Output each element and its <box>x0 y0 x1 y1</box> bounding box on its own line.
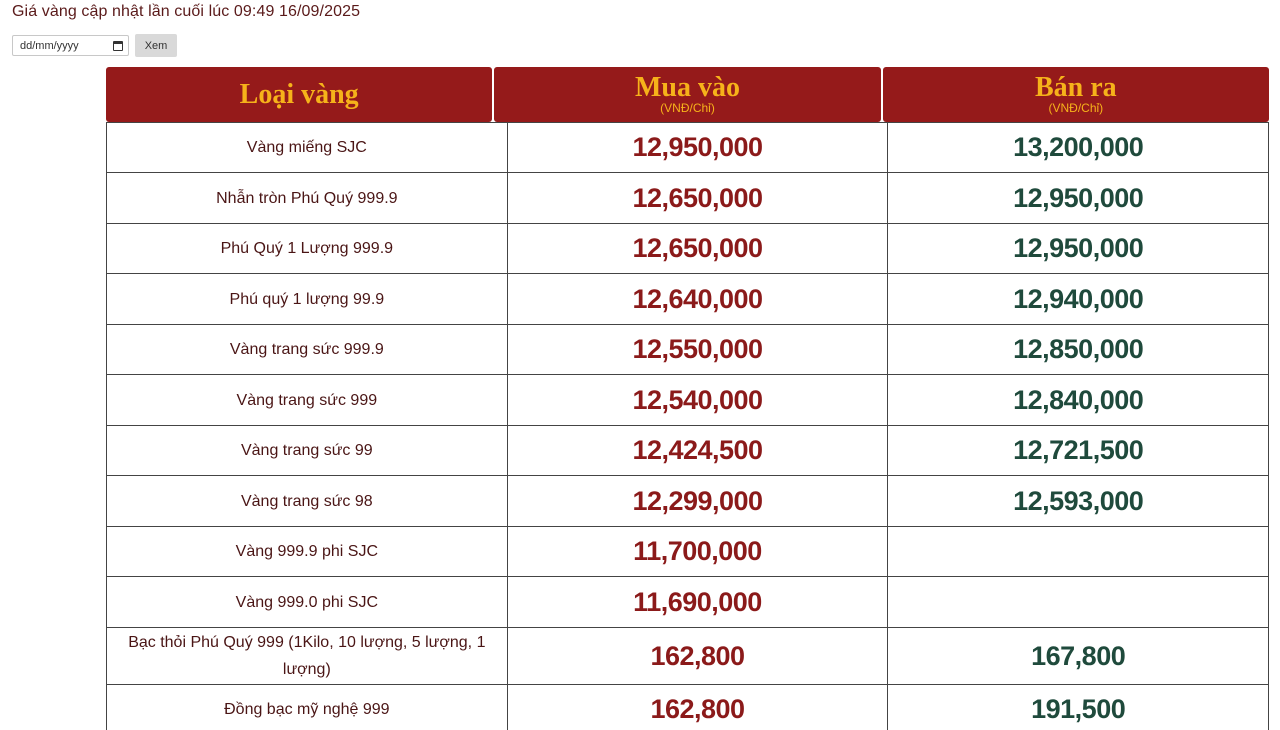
buy-price-cell: 12,550,000 <box>507 325 888 374</box>
buy-price-cell: 12,950,000 <box>507 123 888 172</box>
sell-price-cell: 167,800 <box>887 628 1268 684</box>
buy-price-cell: 11,690,000 <box>507 577 888 627</box>
sell-price-cell: 12,950,000 <box>887 173 1268 223</box>
buy-price-cell: 12,650,000 <box>507 173 888 223</box>
gold-price-table <box>106 67 1269 730</box>
last-updated-text: Giá vàng cập nhật lần cuối lúc 09:49 16/09/2025 <box>12 3 361 20</box>
header-type-label: Loại vàng <box>239 78 359 110</box>
buy-price-cell: 11,700,000 <box>507 527 888 576</box>
buy-price-cell: 12,424,500 <box>507 426 888 475</box>
table-row <box>107 274 1268 325</box>
header-sell <box>883 67 1269 122</box>
date-input[interactable] <box>12 35 129 56</box>
table-header <box>106 67 1269 122</box>
header-buy-label: Mua vào <box>634 72 740 103</box>
gold-type-cell: Vàng trang sức 98 <box>240 492 373 510</box>
gold-type-cell: Nhẫn tròn Phú Quý 999.9 <box>216 189 398 207</box>
buy-price-cell: 12,299,000 <box>507 476 888 526</box>
header-buy-unit: (VNĐ/Chỉ) <box>660 101 715 115</box>
table-row <box>107 375 1268 426</box>
gold-type-cell: Bạc thỏi Phú Quý 999 (1Kilo, 10 lượng, 5 lượng, 1 lượng) <box>128 634 486 678</box>
table-row <box>107 685 1268 730</box>
table-row <box>107 224 1268 274</box>
header-type <box>106 67 492 122</box>
gold-type-cell: Vàng trang sức 99 <box>240 442 373 459</box>
sell-price-cell: 12,721,500 <box>887 426 1268 475</box>
table-row <box>107 577 1268 628</box>
sell-price-cell <box>887 577 1268 627</box>
view-button[interactable]: Xem <box>135 34 177 57</box>
gold-type-cell: Phú quý 1 lượng 99.9 <box>229 290 385 308</box>
buy-price-cell: 162,800 <box>507 628 888 684</box>
buy-price-cell: 12,540,000 <box>507 375 888 425</box>
sell-price-cell: 12,950,000 <box>887 224 1268 273</box>
gold-type-cell: Đồng bạc mỹ nghệ 999 <box>224 701 390 718</box>
table-row <box>107 628 1268 685</box>
gold-type-cell: Vàng trang sức 999 <box>236 391 378 409</box>
gold-type-cell: Vàng miếng SJC <box>246 139 367 156</box>
table-row <box>107 173 1268 224</box>
table-body <box>106 122 1269 730</box>
buy-price-cell: 162,800 <box>507 685 888 730</box>
table-row <box>107 476 1268 527</box>
buy-price-cell: 12,640,000 <box>507 274 888 324</box>
gold-type-cell: Vàng trang sức 999.9 <box>229 341 384 358</box>
gold-type-cell: Phú Quý 1 Lượng 999.9 <box>220 240 394 257</box>
table-row <box>107 527 1268 577</box>
sell-price-cell: 12,840,000 <box>887 375 1268 425</box>
header-buy <box>494 67 880 122</box>
date-controls <box>12 34 177 57</box>
date-input-placeholder: dd/mm/yyyy <box>20 39 79 52</box>
sell-price-cell: 12,850,000 <box>887 325 1268 374</box>
table-row <box>107 325 1268 375</box>
table-row <box>107 123 1268 173</box>
sell-price-cell: 12,940,000 <box>887 274 1268 324</box>
sell-price-cell: 12,593,000 <box>887 476 1268 526</box>
sell-price-cell: 191,500 <box>887 685 1268 730</box>
table-row <box>107 426 1268 476</box>
buy-price-cell: 12,650,000 <box>507 224 888 273</box>
gold-type-cell: Vàng 999.0 phi SJC <box>235 593 378 611</box>
gold-type-cell: Vàng 999.9 phi SJC <box>235 543 378 560</box>
sell-price-cell <box>887 527 1268 576</box>
header-sell-unit: (VNĐ/Chỉ) <box>1048 101 1104 115</box>
sell-price-cell: 13,200,000 <box>887 123 1268 172</box>
header-sell-label: Bán ra <box>1034 72 1117 103</box>
calendar-icon[interactable] <box>113 41 123 51</box>
